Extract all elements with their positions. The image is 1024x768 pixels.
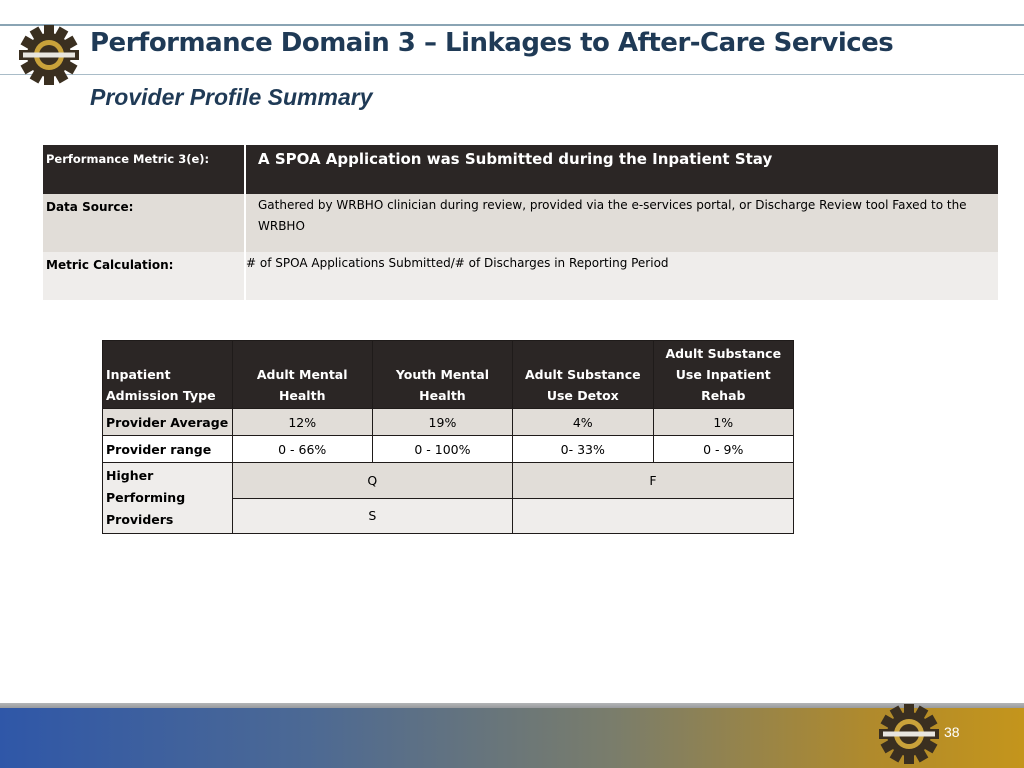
header-youth-mental-health: Youth Mental Health — [372, 341, 512, 409]
page-subtitle: Provider Profile Summary — [90, 84, 373, 110]
table-cell: 12% — [232, 409, 372, 436]
row-label-provider-average: Provider Average — [103, 409, 233, 436]
metric-definition-table — [43, 145, 998, 300]
table-row — [103, 463, 794, 499]
header-adult-substance-detox: Adult Substance Use Detox — [513, 341, 653, 409]
table-cell: 1% — [653, 409, 793, 436]
table-cell: F — [513, 463, 794, 499]
header-admission-type: Inpatient Admission Type — [103, 341, 233, 409]
gear-logo-icon — [878, 703, 940, 765]
table-cell: 19% — [372, 409, 512, 436]
table-cell: 0 - 9% — [653, 436, 793, 463]
header-adult-mental-health: Adult Mental Health — [232, 341, 372, 409]
data-source-label: Data Source: — [43, 194, 244, 252]
row-label-higher-performing: Higher Performing Providers — [103, 463, 233, 534]
table-cell: S — [232, 498, 512, 534]
table-cell: 0 - 66% — [232, 436, 372, 463]
metric-calculation-label: Metric Calculation: — [43, 252, 244, 300]
table-cell: 4% — [513, 409, 653, 436]
metric-label: Performance Metric 3(e): — [43, 145, 244, 194]
table-cell: 0 - 100% — [372, 436, 512, 463]
metric-value: A SPOA Application was Submitted during the Inpatient Stay — [246, 145, 998, 194]
footer-band — [0, 708, 1024, 768]
data-source-row — [43, 194, 998, 252]
row-label-provider-range: Provider range — [103, 436, 233, 463]
provider-profile-table — [102, 340, 794, 534]
table-header-row — [103, 341, 794, 409]
page-title: Performance Domain 3 – Linkages to After-Care Services — [90, 28, 894, 58]
table-cell: 0- 33% — [513, 436, 653, 463]
metric-calculation-value: # of SPOA Applications Submitted/# of Discharges in Reporting Period — [246, 252, 998, 300]
table-row — [103, 409, 794, 436]
table-row — [103, 436, 794, 463]
page-number: 38 — [944, 724, 960, 740]
header-rule-bottom — [0, 74, 1024, 75]
metric-calculation-row — [43, 252, 998, 300]
data-source-value: Gathered by WRBHO clinician during review, provided via the e-services portal, or Discharge Review tool Faxed to the WRBHO — [246, 194, 998, 252]
table-cell: Q — [232, 463, 512, 499]
header-rule-top — [0, 24, 1024, 26]
table-cell — [513, 498, 794, 534]
header-adult-substance-rehab: Adult Substance Use Inpatient Rehab — [653, 341, 793, 409]
metric-row — [43, 145, 998, 194]
gear-logo-icon — [18, 24, 80, 86]
